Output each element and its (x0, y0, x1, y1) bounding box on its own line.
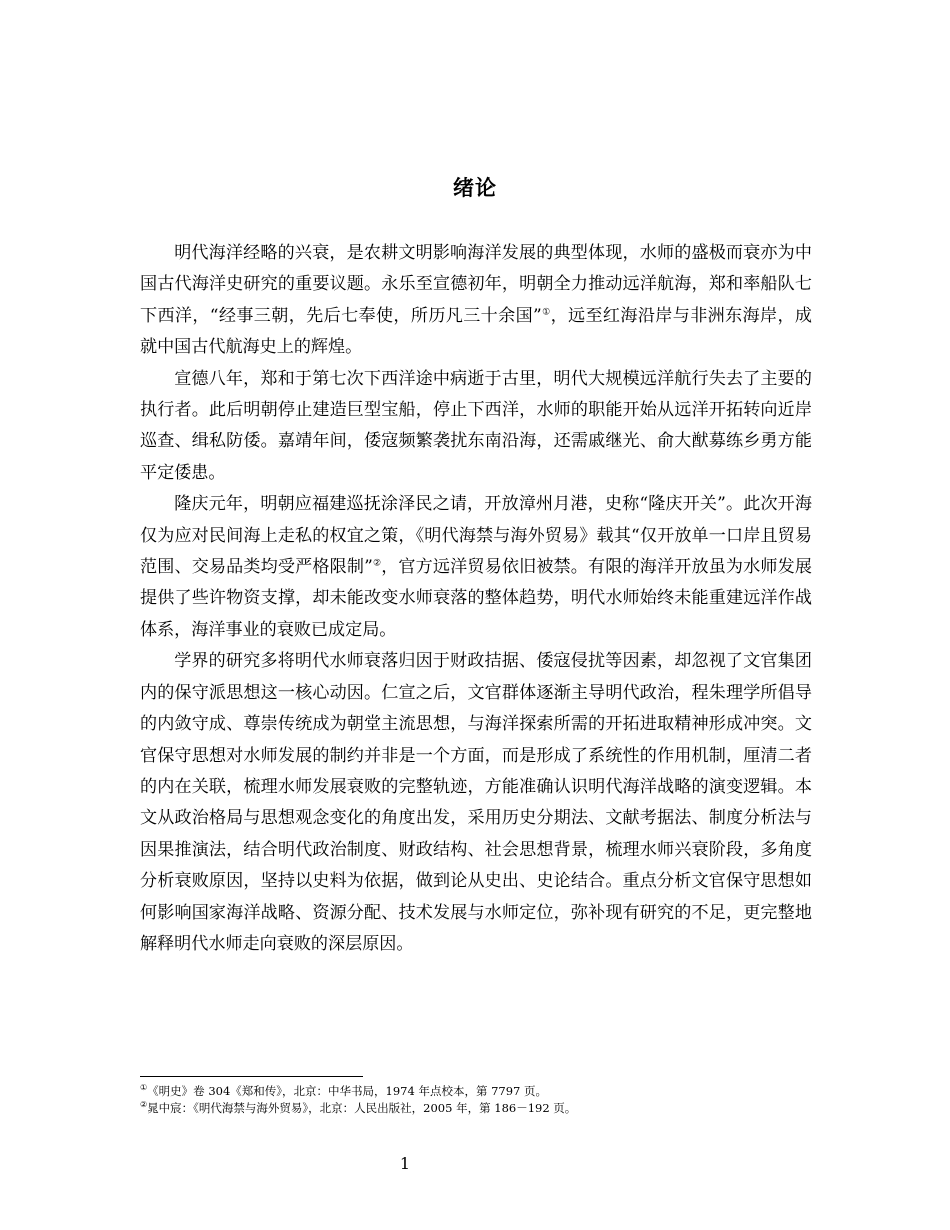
paragraph-3-text: 隆庆元年，明朝应福建巡抚涂泽民之请，开放漳州月港，史称“隆庆开关”。此次开海仅为应对民间海上走私的权宜之策，《明代海禁与海外贸易》载其“仅开放单一口岸且贸易范围、交易品类均受严格限制” (140, 494, 812, 578)
footnote-mark-2: ② (140, 1100, 148, 1110)
footnote-2 (140, 1100, 820, 1117)
footnote-ref-1[interactable]: ① (541, 307, 551, 318)
footnote-1-text: 《明史》卷 304《郑和传》，北京：中华书局，1974 年点校本，第 7797 页。 (147, 1084, 548, 1098)
paragraph-1-text: 明代海洋经略的兴衰，是农耕文明影响海洋发展的典型体现，水师的盛极而衰亦为中国古代海洋史研究的重要议题。永乐至宣德初年，明朝全力推动远洋航海，郑和率船队七下西洋，“经事三朝，先后七奉使，所历凡三十余国” (140, 243, 812, 326)
footnote-divider (140, 1076, 363, 1077)
page-number: 1 (399, 1154, 411, 1173)
footnote-ref-2[interactable]: ② (372, 558, 382, 569)
paragraph-4-text: 学界的研究多将明代水师衰落归因于财政拮据、倭寇侵扰等因素，却忽视了文官集团内的保守派思想这一核心动因。仁宣之后，文官群体逐渐主导明代政治，程朱理学所倡导的内敛守成、尊崇传统成为朝堂主流思想，与海洋探索所需的开拓进取精神形成冲突。文官保守思想对水师发展的制约并非是一个方面，而是形成了系统性的作用机制，厘清二者的内在关联，梳理水师发展衰败的完整轨迹，方能准确认识明代海洋战略的演变逻辑。本文从政治格局与思想观念变化的角度出发，采用历史分期法、文献考据法、制度分析法与因果推演法，结合明代政治制度、财政结构、社会思想背景，梳理水师兴衰阶段，多角度分析衰败原因，坚持以史料为依据，做到论从史出、史论结合。重点分析文官保守思想如何影响国家海洋战略、资源分配、技术发展与水师定位，弥补现有研究的不足，更完整地解释明代水师走向衰败的深层原因。 (140, 651, 812, 954)
paragraph-4 (140, 646, 812, 960)
paragraph-2 (140, 364, 812, 490)
paragraph-1 (140, 238, 812, 364)
paragraph-3-text-cont: ，官方远洋贸易依旧被禁。有限的海洋开放虽为水师发展提供了些许物资支撑，却未能改变水师衰落的整体趋势，明代水师始终未能重建远洋作战体系，海洋事业的衰败已成定局。 (140, 557, 812, 640)
chapter-title: 绪论 (453, 176, 497, 200)
footnote-1 (140, 1083, 820, 1100)
footnotes (140, 1083, 820, 1117)
footnote-mark-1: ① (140, 1083, 148, 1093)
paragraph-3 (140, 489, 812, 646)
paragraph-1-text-cont: ，远至红海沿岸与非洲东海岸，成就中国古代航海史上的辉煌。 (140, 305, 812, 358)
paragraph-2-text: 宣德八年，郑和于第七次下西洋途中病逝于古里，明代大规模远洋航行失去了主要的执行者。此后明朝停止建造巨型宝船，停止下西洋，水师的职能开始从远洋开拓转向近岸巡查、缉私防倭。嘉靖年间，倭寇频繁袭扰东南沿海，还需戚继光、俞大猷募练乡勇方能平定倭患。 (140, 368, 812, 483)
body-text (140, 238, 812, 960)
footnote-2-text: 晁中宸：《明代海禁与海外贸易》，北京：人民出版社，2005 年，第 186－192 页。 (147, 1101, 577, 1115)
